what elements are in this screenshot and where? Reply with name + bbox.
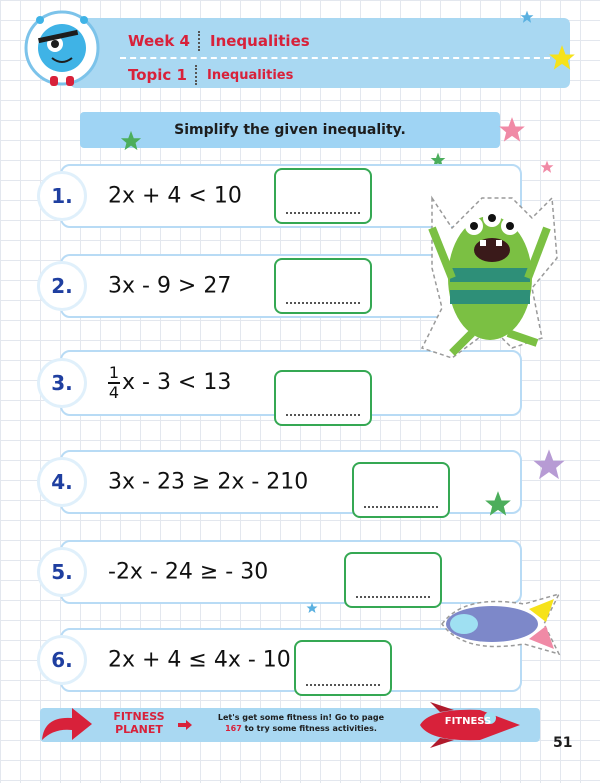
problem-expression: 2x + 4 < 10 bbox=[108, 183, 242, 209]
answer-line bbox=[286, 302, 360, 304]
week-separator bbox=[198, 31, 200, 51]
fitness-text-part1: Let's get some fitness in! Go to page bbox=[217, 713, 385, 722]
answer-box[interactable] bbox=[344, 552, 442, 608]
star-icon bbox=[306, 602, 318, 614]
topic-label: Topic 1 bbox=[128, 66, 187, 84]
answer-line bbox=[364, 506, 438, 508]
problem-number: 6. bbox=[40, 638, 84, 682]
answer-line bbox=[306, 684, 380, 686]
answer-box[interactable] bbox=[274, 168, 372, 224]
fraction-numerator: 1 bbox=[108, 363, 120, 382]
week-topic-label: Inequalities bbox=[210, 32, 310, 50]
instruction-text: Simplify the given inequality. bbox=[174, 122, 406, 138]
problem-number: 1. bbox=[40, 174, 84, 218]
fitness-title-line1: FITNESS bbox=[113, 710, 165, 723]
problem-expression bbox=[108, 365, 231, 401]
star-icon bbox=[520, 10, 534, 24]
fraction-denominator: 4 bbox=[108, 383, 120, 402]
fitness-instruction bbox=[196, 712, 406, 734]
problem-number: 3. bbox=[40, 361, 84, 405]
star-icon bbox=[120, 130, 142, 152]
fitness-planet-title bbox=[104, 710, 174, 736]
header-divider bbox=[120, 57, 550, 59]
problem-expression: 3x - 23 ≥ 2x - 210 bbox=[108, 469, 309, 495]
answer-box[interactable] bbox=[294, 640, 392, 696]
spaceship-sticker-icon bbox=[434, 584, 566, 662]
topic-separator bbox=[195, 65, 197, 85]
week-row bbox=[128, 27, 310, 55]
fraction bbox=[108, 365, 120, 401]
expression-rest: x - 3 < 13 bbox=[122, 370, 232, 395]
green-monster-sticker-icon bbox=[412, 168, 562, 368]
star-icon bbox=[548, 44, 576, 72]
page-number: 51 bbox=[553, 735, 573, 751]
fitness-title-line2: PLANET bbox=[115, 723, 163, 736]
answer-box[interactable] bbox=[274, 370, 372, 426]
star-icon bbox=[540, 160, 554, 174]
fitness-page-ref: 167 bbox=[225, 724, 242, 733]
small-arrow-icon bbox=[178, 720, 192, 730]
answer-line bbox=[286, 414, 360, 416]
page-header bbox=[0, 0, 600, 100]
problem-number: 2. bbox=[40, 264, 84, 308]
arrow-icon bbox=[38, 706, 94, 744]
page-footer bbox=[0, 700, 600, 750]
fitness-text-part2: to try some fitness activities. bbox=[244, 724, 377, 733]
topic-name-label: Inequalities bbox=[206, 67, 294, 83]
answer-line bbox=[286, 212, 360, 214]
topic-row bbox=[128, 61, 293, 89]
star-icon bbox=[532, 448, 566, 482]
answer-box[interactable] bbox=[352, 462, 450, 518]
rocket-label: FITNESS bbox=[444, 716, 492, 727]
problem-expression: 3x - 9 > 27 bbox=[108, 273, 232, 299]
answer-line bbox=[356, 596, 430, 598]
problem-expression: -2x - 24 ≥ - 30 bbox=[108, 559, 269, 585]
instruction-banner bbox=[80, 112, 500, 148]
problem-number: 5. bbox=[40, 550, 84, 594]
alien-mascot-icon bbox=[22, 6, 102, 92]
problem-number: 4. bbox=[40, 460, 84, 504]
star-icon bbox=[498, 116, 526, 144]
star-icon bbox=[484, 490, 512, 518]
week-label: Week 4 bbox=[128, 32, 190, 50]
problem-expression: 2x + 4 ≤ 4x - 10 bbox=[108, 647, 291, 673]
problem-4 bbox=[51, 450, 522, 514]
answer-box[interactable] bbox=[274, 258, 372, 314]
